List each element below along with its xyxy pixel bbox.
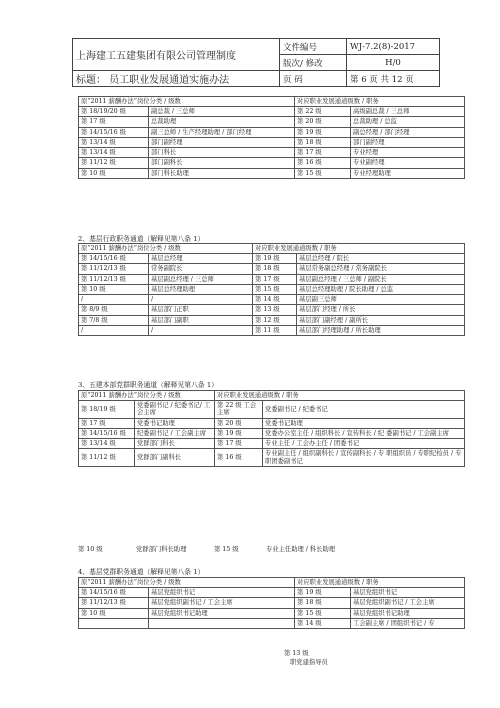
table-row (79, 158, 465, 168)
new-post-cell: 专业经理助理 (351, 168, 465, 178)
header-new-channel: 对应职业发展通道级数 / 职务 (253, 244, 465, 254)
new-grade-cell: 第 22 级 (295, 107, 351, 117)
old-grade-cell: 第 13/14 级 (79, 439, 135, 449)
new-grade-cell: 第 16 级 (295, 158, 351, 168)
grassroots-admin-table (78, 243, 465, 336)
new-post-cell: 基层部门经理 / 所长 (297, 305, 465, 315)
new-grade-cell: 第 14 级 (253, 295, 297, 305)
t3-tail-new-post: 专业主任助理 / 科长助理 (266, 546, 336, 553)
new-post-cell: 专业副经理 (351, 158, 465, 168)
new-grade-cell: 第 18 级 (295, 137, 351, 147)
old-post-cell: 部门副科长 (149, 158, 295, 168)
old-post-cell: 党委书记助理 (135, 418, 215, 428)
new-post-cell: 党委书记助理 (263, 418, 465, 428)
table-row (79, 137, 465, 147)
table-header-row (79, 578, 465, 588)
old-post-cell: 纪委副书记 / 工会副主席 (135, 428, 215, 438)
old-grade-cell: 第 14/15/16 级 (79, 254, 149, 264)
new-grade-cell: 第 12 级 (253, 315, 297, 325)
t4-tail-text: 职党建指导员 (290, 659, 328, 666)
new-post-cell: 基层常务副总经理 / 常务副院长 (297, 264, 465, 274)
page-value: 第 6 页 共 12 页 (347, 71, 440, 87)
table-row (79, 618, 465, 628)
section-4-heading: 4、基层党群职务通道（解释见第八条 1） (78, 568, 205, 576)
table-row (79, 428, 465, 438)
old-post-cell: 基层党组织书记助理 (149, 608, 295, 618)
new-post-cell: 基层总经理 / 院长 (297, 254, 465, 264)
old-post-cell: 基层部门副职 (149, 315, 253, 325)
version-label: 版次/ 修改 (280, 55, 347, 71)
table-row (79, 148, 465, 158)
new-post-cell: 基层副三总师 (297, 295, 465, 305)
file-number-value: WJ-7.2(8)-2017 (347, 39, 440, 55)
old-post-cell: 副三总师 / 生产经理助理 / 部门经理 (149, 127, 295, 137)
new-grade-cell: 第 20 级 (215, 418, 263, 428)
new-grade-cell: 第 15 级 (253, 284, 297, 294)
old-post-cell: 党群部门科长 (135, 439, 215, 449)
new-post-cell: 基层党组织书记 (351, 588, 465, 598)
new-grade-cell: 第 16 级 (215, 449, 263, 466)
grassroots-party-table (78, 577, 465, 629)
table-row (79, 401, 465, 418)
new-grade-cell: 第 18 级 (253, 264, 297, 274)
header-original-category: 原“2011 薪酬办法”岗位分类 / 级数 (79, 391, 215, 401)
new-grade-cell: 第 15 级 (295, 168, 351, 178)
old-grade-cell: 第 11/12 级 (79, 449, 135, 466)
new-grade-cell: 第 19 级 (215, 428, 263, 438)
old-grade-cell: 第 14/15/16 级 (79, 127, 149, 137)
new-grade-cell: 第 11 级 (253, 325, 297, 335)
new-grade-cell: 第 20 级 (295, 117, 351, 127)
old-grade-cell: 第 11/12/13 级 (79, 274, 149, 284)
table-row (79, 295, 465, 305)
header-original-category: 原“2011 薪酬办法”岗位分类 / 级数 (79, 244, 253, 254)
new-post-cell: 工会副主席 / 团组织书记 / 专 (351, 618, 465, 628)
old-post-cell: 基层部门正职 (149, 305, 253, 315)
old-grade-cell: 第 11/12 级 (79, 158, 149, 168)
table-header-row (79, 244, 465, 254)
table-row (79, 588, 465, 598)
old-post-cell (149, 618, 295, 628)
table-header-row (79, 391, 465, 401)
new-post-cell: 部门副经理 (351, 137, 465, 147)
old-post-cell: 副总裁 / 三总师 (149, 107, 295, 117)
hq-party-channel-table (78, 390, 465, 467)
old-post-cell: 基层副总经理 / 三总师 (149, 274, 253, 284)
old-grade-cell: 第 8/9 级 (79, 305, 149, 315)
old-post-cell: 总裁助理 (149, 117, 295, 127)
document-title: 标题： 员工职业发展通道实施办法 (73, 71, 280, 87)
t3-tail-old-post: 党群部门科长助理 (136, 546, 187, 553)
old-grade-cell: 第 11/12/13 级 (79, 264, 149, 274)
header-new-channel: 对应职业发展通道级数 / 职务 (295, 97, 465, 107)
old-grade-cell: 第 10 级 (79, 608, 149, 618)
old-post-cell: 常务副院长 (149, 264, 253, 274)
old-grade-cell: 第 18/19/20 级 (79, 107, 149, 117)
old-post-cell: 基层总经理 (149, 254, 253, 264)
new-post-cell: 基层副总经理 / 三总师 / 副院长 (297, 274, 465, 284)
new-post-cell: 党委办公室主任 / 组织科长 / 宣传科长 / 纪 委副书记 / 工会副主席 (263, 428, 465, 438)
table-row (79, 107, 465, 117)
table-header-row (79, 97, 465, 107)
old-post-cell: 部门科长助理 (149, 168, 295, 178)
old-post-cell: 基层党组织副书记 / 工会主席 (149, 598, 295, 608)
header-original-category: 原“2011 薪酬办法”岗位分类 / 级数 (79, 97, 295, 107)
old-grade-cell: / (79, 295, 149, 305)
old-grade-cell: 第 13/14 级 (79, 148, 149, 158)
table-row (79, 418, 465, 428)
new-post-cell: 总裁助理 / 总监 (351, 117, 465, 127)
table-row (79, 325, 465, 335)
new-post-cell: 基层党组织书记助理 (351, 608, 465, 618)
old-grade-cell: 第 14/15/16 级 (79, 588, 149, 598)
old-grade-cell: 第 17 级 (79, 418, 135, 428)
old-post-cell: 基层党组织书记 (149, 588, 295, 598)
old-post-cell: / (149, 295, 253, 305)
section-2-heading: 2、基层行政职务通道（解释见第八条 1） (78, 235, 205, 243)
table-row (79, 254, 465, 264)
t4-tail-grade: 第 13 级 (284, 650, 309, 657)
new-grade-cell: 第 15 级 (295, 608, 351, 618)
table-row (79, 264, 465, 274)
new-post-cell: 基层部门副经理 / 副所长 (297, 315, 465, 325)
new-grade-cell: 第 17 级 (215, 439, 263, 449)
old-grade-cell: 第 13/14 级 (79, 137, 149, 147)
new-post-cell: 专业主任 / 工会办主任 / 团委书记 (263, 439, 465, 449)
new-post-cell: 基层总经理助理 / 院长助理 / 总监 (297, 284, 465, 294)
new-grade-cell: 第 17 级 (295, 148, 351, 158)
old-grade-cell: 第 18/19 级 (79, 401, 135, 418)
table-row (79, 168, 465, 178)
old-grade-cell: 第 14/15/16 级 (79, 428, 135, 438)
table-row (79, 439, 465, 449)
old-grade-cell: 第 10 级 (79, 284, 149, 294)
table-row (79, 127, 465, 137)
new-grade-cell: 第 17 级 (253, 274, 297, 284)
old-post-cell: 基层总经理助理 (149, 284, 253, 294)
new-post-cell: 基层党组织副书记 / 工会主席 (351, 598, 465, 608)
t3-tail-grade: 第 10 级 (78, 546, 103, 553)
new-post-cell: 党委副书记 / 纪委书记 (263, 401, 465, 418)
new-grade-cell: 第 22 级 工会主席 (215, 401, 263, 418)
old-post-cell: 部门副经理 (149, 137, 295, 147)
company-name: 上海建工五建集团有限公司管理制度 (73, 39, 280, 71)
table-row (79, 284, 465, 294)
old-grade-cell: 第 10 级 (79, 168, 149, 178)
table-row (79, 449, 465, 466)
old-post-cell: 部门科长 (149, 148, 295, 158)
table-row (79, 315, 465, 325)
new-post-cell: 高级副总裁 / 三总师 (351, 107, 465, 117)
old-grade-cell: 第 11/12/13 级 (79, 598, 149, 608)
new-grade-cell: 第 18 级 (295, 598, 351, 608)
new-post-cell: 副总经理 / 部门经理 (351, 127, 465, 137)
page-label: 页 码 (280, 71, 347, 87)
table-row (79, 608, 465, 618)
old-post-cell: 党委副书记 / 纪委书记/ 工会主席 (135, 401, 215, 418)
table-row (79, 598, 465, 608)
table-row (79, 117, 465, 127)
section-3-heading: 3、五建本部党群职务通道（解释见第八条 1） (78, 381, 218, 389)
document-header (72, 38, 440, 87)
new-grade-cell: 第 13 级 (253, 305, 297, 315)
new-grade-cell: 第 19 级 (295, 127, 351, 137)
old-grade-cell: / (79, 325, 149, 335)
new-grade-cell: 第 19 级 (253, 254, 297, 264)
management-channel-table (78, 96, 465, 179)
old-grade-cell: 第 7/8 级 (79, 315, 149, 325)
new-post-cell: 专业经理 (351, 148, 465, 158)
old-post-cell: 党群部门副科长 (135, 449, 215, 466)
header-new-channel: 对应职业发展通道级数 / 职务 (295, 578, 465, 588)
header-new-channel: 对应职业发展通道级数 / 职务 (215, 391, 465, 401)
new-grade-cell: 第 19 级 (295, 588, 351, 598)
old-grade-cell: 第 17 级 (79, 117, 149, 127)
new-grade-cell: 第 14 级 (295, 618, 351, 628)
new-post-cell: 基层部门经理助理 / 所长助理 (297, 325, 465, 335)
old-grade-cell (79, 618, 149, 628)
t3-tail-new-grade: 第 15 级 (214, 546, 239, 553)
table-row (79, 274, 465, 284)
old-post-cell: / (149, 325, 253, 335)
table-row (79, 305, 465, 315)
file-number-label: 文件编号 (280, 39, 347, 55)
new-post-cell: 专业副主任 / 组织副科长 / 宣传副科长 / 专 职组织员 / 专职纪检员 / 专职团委副书记 (263, 449, 465, 466)
version-value: H/0 (347, 55, 440, 71)
header-original-category: 原“2011 薪酬办法”岗位分类 / 级数 (79, 578, 295, 588)
